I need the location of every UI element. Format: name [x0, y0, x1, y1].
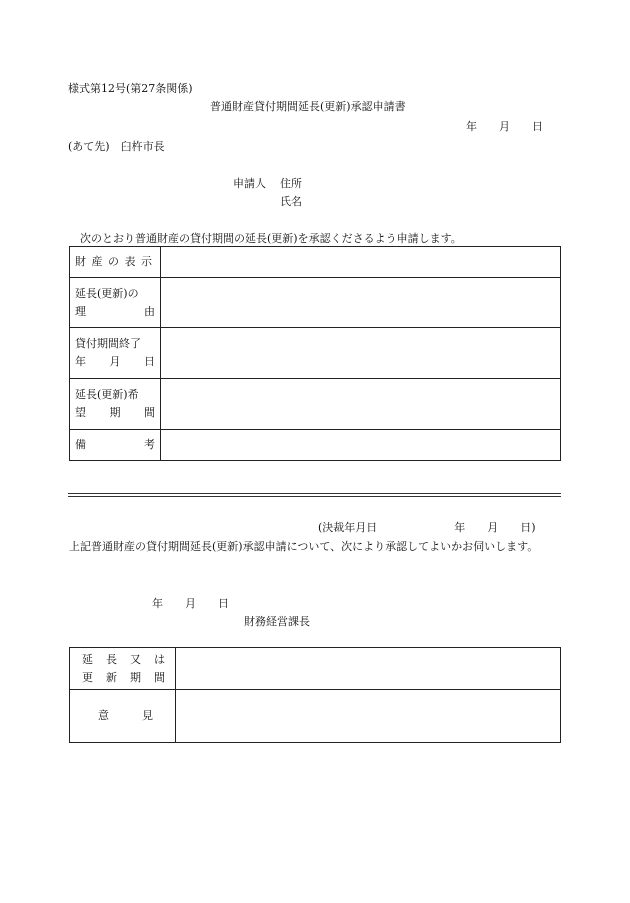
row-label-desired-period: 延長(更新)希 望 期 間 [70, 379, 161, 430]
row-label-extension-period: 延 長 又 は 更 新 期 間 [70, 648, 176, 690]
table-row [70, 247, 561, 278]
property-field[interactable] [161, 247, 561, 278]
form-number: 様式第12号(第27条関係) [68, 82, 193, 95]
row-label-remarks: 備 考 [70, 430, 161, 461]
extension-period-field[interactable] [176, 648, 561, 690]
application-table [69, 246, 561, 461]
table-row [70, 648, 561, 690]
approval-date: 年 月 日 [152, 597, 229, 610]
applicant-address-label: 住所 [280, 177, 302, 190]
addressee: (あて先) 臼杵市長 [68, 140, 165, 153]
divider-line [68, 493, 561, 494]
decision-date: (決裁年月日 年 月 日) [318, 521, 536, 534]
submission-date: 年 月 日 [466, 120, 543, 133]
applicant-label: 申請人 [233, 177, 266, 190]
divider-line [68, 496, 561, 497]
applicant-name-label: 氏名 [280, 195, 302, 208]
row-label-end-date: 貸付期間終了 年 月 日 [70, 328, 161, 379]
end-date-field[interactable] [161, 328, 561, 379]
opinion-field[interactable] [176, 690, 561, 743]
table-row [70, 430, 561, 461]
row-label-reason: 延長(更新)の 理 由 [70, 278, 161, 328]
approval-table [69, 647, 561, 743]
department-name: 財務経営課長 [244, 615, 310, 628]
row-label-opinion: 意 見 [70, 690, 176, 743]
reason-field[interactable] [161, 278, 561, 328]
table-row [70, 328, 561, 379]
table-row [70, 379, 561, 430]
row-label-property: 財 産 の 表 示 [70, 247, 161, 278]
desired-period-field[interactable] [161, 379, 561, 430]
table-row [70, 690, 561, 743]
approval-paragraph: 上記普通財産の貸付期間延長(更新)承認申請について、次により承認してよいかお伺いします。 [69, 540, 539, 553]
intro-text: 次のとおり普通財産の貸付期間の延長(更新)を承認くださるよう申請します。 [80, 232, 462, 245]
remarks-field[interactable] [161, 430, 561, 461]
table-row [70, 278, 561, 328]
form-title: 普通財産貸付期間延長(更新)承認申請書 [210, 100, 406, 113]
